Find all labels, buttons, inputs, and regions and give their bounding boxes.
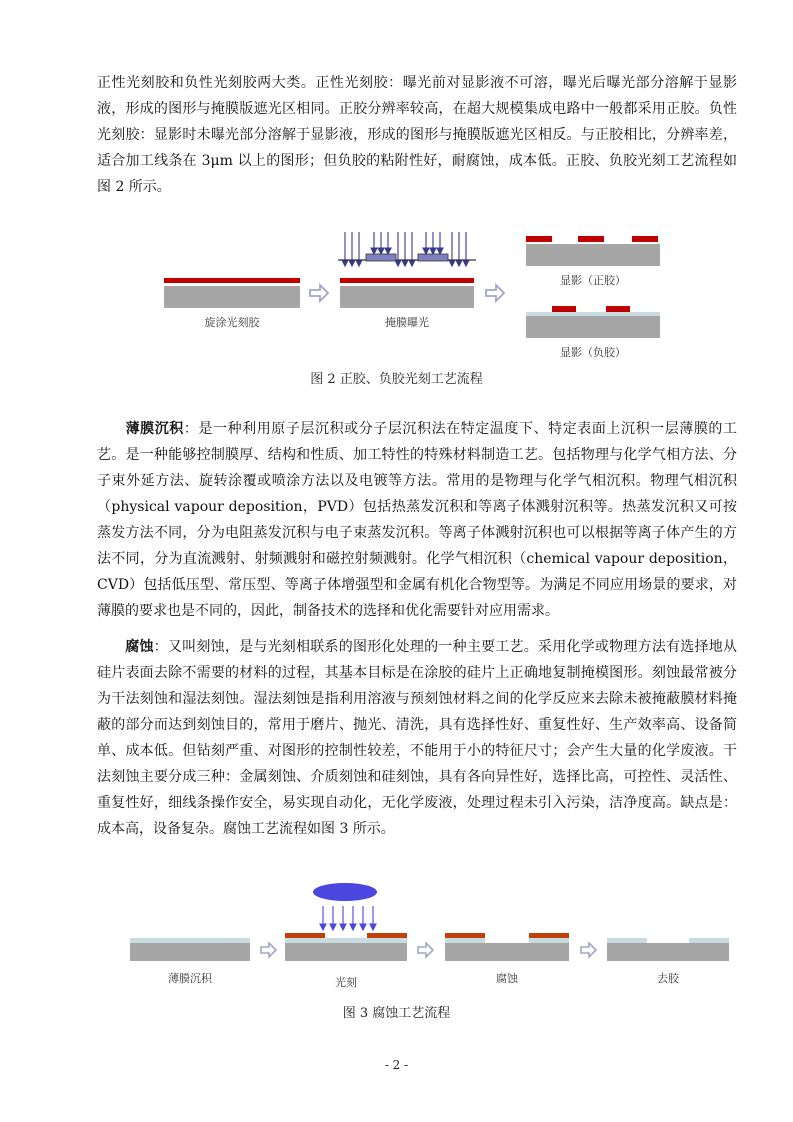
term-thin-film-deposition: 薄膜沉积: [125, 421, 184, 437]
page-number: - 2 -: [384, 1058, 409, 1072]
paragraph-thin-film-text: ：是一种利用原子层沉积或分子层沉积法在特定温度下、特定表面上沉积一层薄膜的工艺。是一种能够控制膜厚、结构和性质、加工特性的特殊材料制造工艺。包括物理与化学气相方法、分子束外延方法、旋转涂覆或喷涂方法以及电镀等方法。常用的是物理与化学气相沉积。物理气相沉积（physical vapour deposition，PVD）包括热蒸发沉积和等离子体溅射沉积等。热蒸发沉积又可按蒸发方法不同，分为电阻蒸发沉积与电子束蒸发沉积。等离子体溅射沉积也可以根据等离子体产生的方法不同，分为直流溅射、射频溅射和磁控射频溅射。化学气相沉积（chemical vapour deposition，CVD）包括低压型、常压型、等离子体增强型和金属有机化合物型等。为满足不同应用场景的要求，对薄膜的要求也是不同的，因此，制备技术的选择和优化需要针对应用需求。: [97, 421, 737, 619]
paragraph-etching: [97, 634, 737, 842]
arrow-right-icon: [310, 285, 328, 301]
paragraph-etching-text: ：又叫刻蚀，是与光刻相联系的图形化处理的一种主要工艺。采用化学或物理方法有选择地从硅片表面去除不需要的材料的过程，其基本目标是在涂胶的硅片上正确地复制掩模图形。刻蚀最常被分为干法刻蚀和湿法刻蚀。湿法刻蚀是指利用溶液与预刻蚀材料之间的化学反应来去除未被掩蔽膜材料掩蔽的部分而达到刻蚀目的，常用于磨片、抛光、清洗，具有选择性好、重复性好、生产效率高、设备简单、成本低。但钻刻严重、对图形的控制性较差，不能用于小的特征尺寸；会产生大量的化学废液。干法刻蚀主要分成三种：金属刻蚀、介质刻蚀和硅刻蚀，具有各向异性好，选择比高，可控性、灵活性、重复性好，细线条操作安全，易实现自动化，无化学废液，处理过程未引入污染，洁净度高。缺点是：成本高，设备复杂。腐蚀工艺流程如图 3 所示。: [97, 639, 738, 837]
light-arrows: [320, 906, 376, 930]
resist-block: [552, 306, 576, 312]
resist-block: [526, 236, 552, 242]
arrow-right-icon: [261, 943, 276, 957]
resist-block: [606, 306, 630, 312]
resist-block: [578, 236, 604, 242]
step-deposition: [130, 938, 250, 985]
resist-block: [367, 933, 407, 938]
substrate: [526, 244, 660, 266]
label-spin-coat: 旋涂光刻胶: [204, 316, 260, 329]
thin-film: [445, 938, 485, 943]
paragraph-thin-film-deposition: [97, 416, 737, 624]
step-mask-exposure: [338, 232, 476, 329]
label-develop-positive: 显影（正胶）: [560, 274, 626, 287]
paragraph-photoresist-text: 正性光刻胶和负性光刻胶两大类。正性光刻胶：曝光前对显影液不可溶，曝光后曝光部分溶解于显影液，形成的图形与掩膜版遮光区相同。正胶分辨率较高，在超大规模集成电路中一般都采用正胶。负性光刻胶：显影时未曝光部分溶解于显影液，形成的图形与掩膜版遮光区相反。与正胶相比，分辨率差，适合加工线条在 3μm 以上的图形；但负胶的粘附性好，耐腐蚀，成本低。正胶、负胶光刻工艺流程如图 2 所示。: [97, 75, 737, 195]
thin-film: [689, 938, 729, 943]
label-deposition: 薄膜沉积: [168, 972, 212, 985]
step-spin-coat: [164, 278, 300, 329]
thin-film: [607, 938, 647, 943]
mask-block: [418, 254, 448, 261]
substrate: [445, 943, 569, 961]
substrate: [526, 316, 660, 338]
step-develop-positive: [526, 236, 660, 287]
thin-film: [529, 938, 569, 943]
arrow-right-icon: [486, 285, 504, 301]
label-strip: 去胶: [657, 972, 679, 985]
resist-layer: [340, 278, 474, 283]
substrate: [607, 943, 729, 961]
substrate: [130, 943, 250, 961]
thin-film: [526, 312, 660, 316]
substrate: [340, 286, 474, 308]
resist-block: [445, 933, 485, 938]
resist-block: [529, 933, 569, 938]
label-develop-negative: 显影（负胶）: [560, 346, 626, 359]
paragraph-photoresist: [97, 70, 737, 200]
arrow-right-icon: [581, 943, 596, 957]
step-develop-negative: [526, 306, 660, 359]
arrow-right-icon: [418, 943, 433, 957]
light-source: [313, 883, 377, 901]
step-strip: [607, 938, 729, 985]
figure-3-caption: 图 3 腐蚀工艺流程: [342, 1006, 451, 1021]
label-mask-exposure: 掩膜曝光: [385, 316, 429, 329]
figure-2-caption: 图 2 正胶、负胶光刻工艺流程: [310, 372, 483, 387]
label-etching: 腐蚀: [496, 972, 518, 985]
thin-film: [130, 938, 250, 943]
figure-2-diagram: [150, 228, 670, 363]
substrate: [285, 943, 407, 961]
step-lithography: [285, 883, 407, 989]
thin-film: [285, 938, 407, 943]
term-etching: 腐蚀: [125, 639, 154, 655]
resist-block: [632, 236, 658, 242]
resist-layer: [164, 278, 300, 283]
figure-3-diagram: [125, 878, 735, 993]
step-etching: [445, 933, 569, 985]
mask-block: [366, 254, 396, 261]
resist-block: [285, 933, 325, 938]
uv-light-arrows: [342, 232, 469, 266]
substrate: [164, 286, 300, 308]
label-lithography: 光刻: [335, 976, 357, 989]
